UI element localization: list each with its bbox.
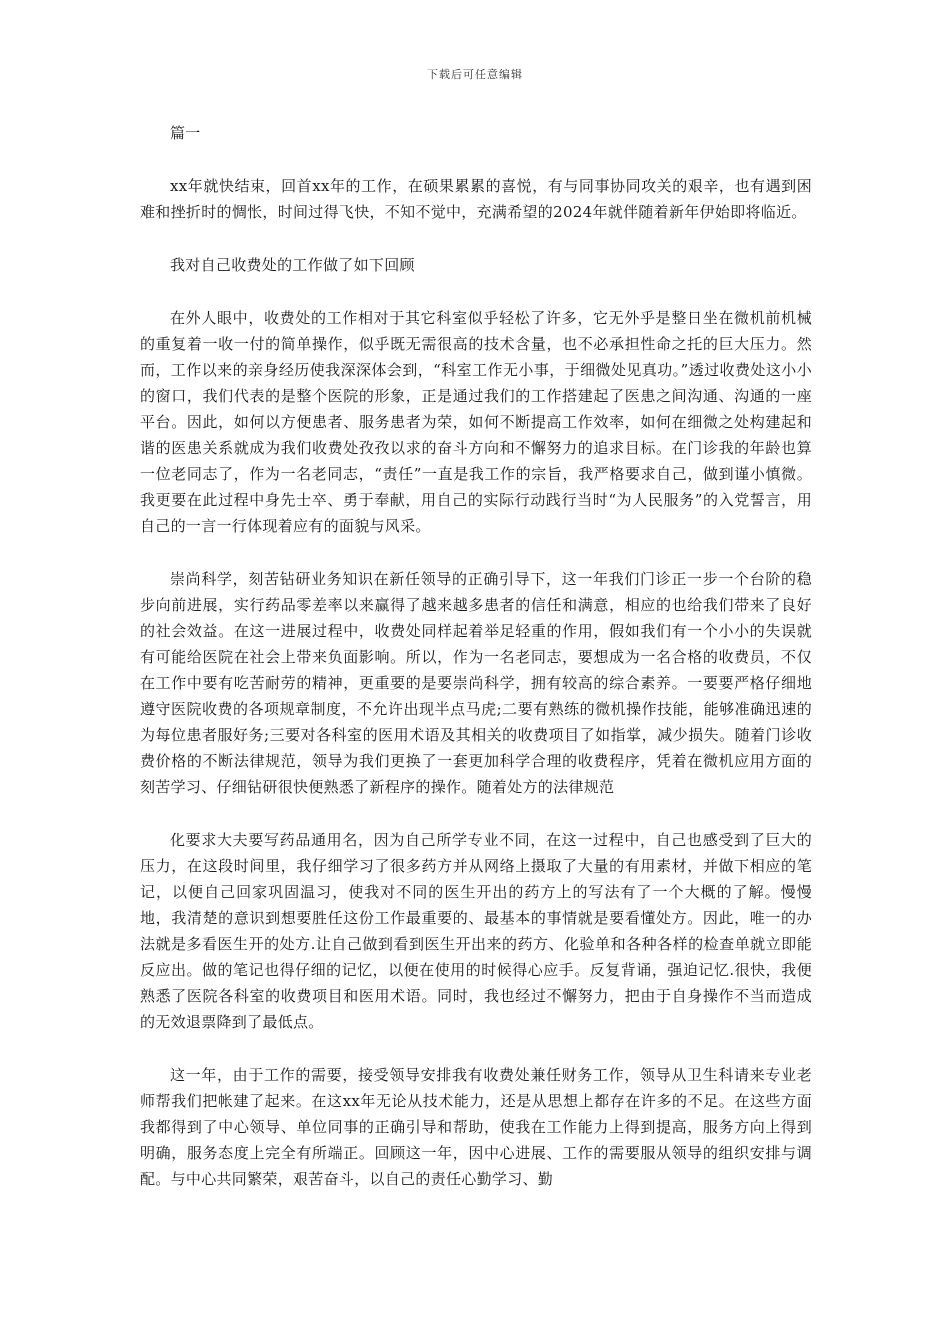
paragraph-intro: xx年就快结束，回首xx年的工作，在硕果累累的喜悦，有与同事协同攻关的艰辛，也有遇到困难和挫折时的惆怅，时间过得飞快，不知不觉中，充满希望的2024年就伴随着新年伊始即将临近。 bbox=[140, 177, 812, 221]
header-note: 下载后可任意编辑 bbox=[427, 68, 523, 81]
paragraph-cashier-work: 在外人眼中，收费处的工作相对于其它科室似乎轻松了许多，它无外乎是整日坐在微机前机械的重复着一收一付的简单操作，似乎既无需很高的技术含量，也不必承担性命之托的巨大压力。然而，工作以来的亲身经历使我深深体会到，“科室工作无小事，于细微处见真功。”透过收费处这小小的窗口，我们代表的是整个医院的形象，正是通过我们的工作搭建起了医患之间沟通、沟通的一座平台。因此，如何以方便患者、服务患者为荣，如何不断提高工作效率，如何在细微之处构建起和谐的医患关系就成为我们收费处孜孜以求的奋斗方向和不懈努力的追求目标。在门诊我的年龄也算一位老同志了，作为一名老同志，“责任”一直是我工作的宗旨，我严格要求自己，做到谨小慎微。我更要在此过程中身先士卒、勇于奉献，用自己的实际行动践行当时“为人民服务”的入党誓言，用自己的一言一行体现着应有的面貌与风采。 bbox=[140, 309, 812, 535]
paragraph-prescriptions: 化要求大夫要写药品通用名，因为自己所学专业不同，在这一过程中，自己也感受到了巨大的压力，在这段时间里，我仔细学习了很多药方并从网络上摄取了大量的有用素材，并做下相应的笔记，以便自己回家巩固温习，使我对不同的医生开出的药方上的写法有了一个大概的了解。慢慢地，我清楚的意识到想要胜任这份工作最重要的、最基本的事情就是要看懂处方。因此，唯一的办法就是多看医生开的处方.让自己做到看到医生开出来的药方、化验单和各种各样的检查单就立即能反应出。做的笔记也得仔细的记忆，以便在使用的时候得心应手。反复背诵，强迫记忆.很快，我便熟悉了医院各科室的收费项目和医用术语。同时，我也经过不懈努力，把由于自身操作不当而造成的无效退票降到了最低点。 bbox=[140, 831, 812, 1031]
paragraph-finance-work: 这一年，由于工作的需要，接受领导安排我有收费处兼任财务工作，领导从卫生科请来专业老师帮我们把帐建了起来。在这xx年无论从技术能力，还是从思想上都存在许多的不足。在这些方面我都得到了中心领导、单位同事的正确引导和帮助，使我在工作能力上得到提高，服务方向上得到明确，服务态度上完全有所端正。回顾这一年，因中心进展、工作的需要服从领导的组织安排与调配。与中心共同繁荣，艰苦奋斗，以自己的责任心勤学习、勤 bbox=[140, 1066, 812, 1188]
document-body bbox=[140, 120, 812, 1219]
paragraph-science: 崇尚科学，刻苦钻研业务知识在新任领导的正确引导下，这一年我们门诊正一步一个台阶的稳步向前进展，实行药品零差率以来赢得了越来越多患者的信任和满意，相应的也给我们带来了良好的社会效益。在这一进展过程中，收费处同样起着举足轻重的作用，假如我们有一个小小的失误就有可能给医院在社会上带来负面影响。所以，作为一名老同志，要想成为一名合格的收费员，不仅在工作中要有吃苦耐劳的精神，更重要的是要崇尚科学，拥有较高的综合素养。一要要严格仔细地遵守医院收费的各项规章制度，不允许出现半点马虎;二要有熟练的微机操作技能，能够准确迅速的为每位患者服好务;三要对各科室的医用术语及其相关的收费项目了如指掌，减少损失。随着门诊收费价格的不断法律规范，领导为我们更换了一套更加科学合理的收费程序，凭着在微机应用方面的刻苦学习、仔细钻研很快便熟悉了新程序的操作。随着处方的法律规范 bbox=[140, 570, 812, 796]
paragraph-review-heading: 我对自己收费处的工作做了如下回顾 bbox=[170, 256, 415, 274]
section-title: 篇一 bbox=[170, 124, 201, 142]
